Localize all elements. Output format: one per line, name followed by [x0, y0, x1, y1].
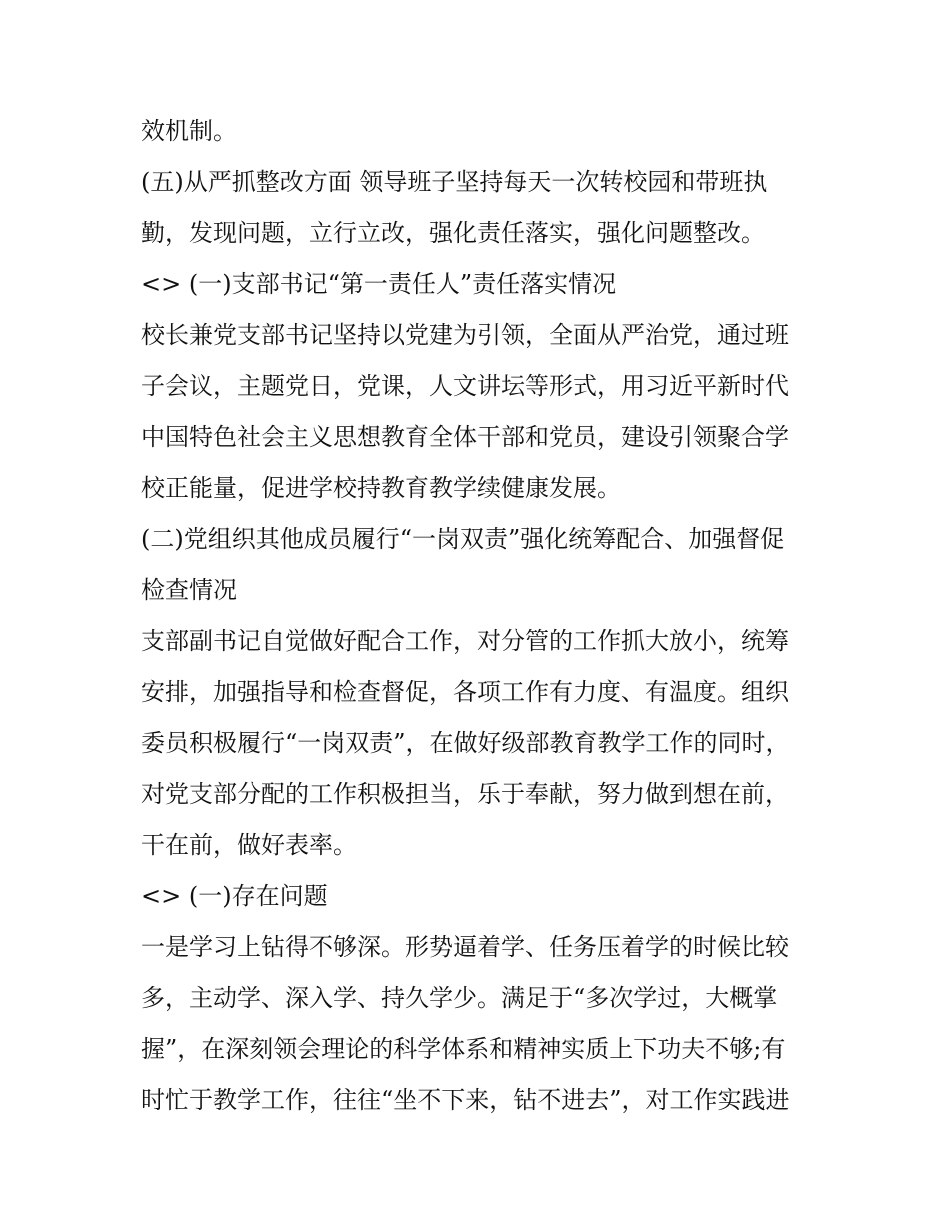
section-heading: <> (一)存在问题	[141, 882, 328, 910]
text-line: 校正能量，促进学校持教育教学续健康发展。	[141, 474, 621, 502]
section-heading: 检查情况	[141, 576, 237, 604]
text-line: 校长兼党支部书记坚持以党建为引领，全面从严治党，通过班	[141, 321, 789, 349]
section-heading: (二)党组织其他成员履行“一岗双责”强化统筹配合、加强督促	[141, 525, 785, 553]
text-line: 一是学习上钻得不够深。形势逼着学、任务压着学的时候比较	[141, 933, 789, 961]
text-line: 中国特色社会主义思想教育全体干部和党员，建设引领聚合学	[141, 423, 789, 451]
text-line: 安排，加强指导和检查督促，各项工作有力度、有温度。组织	[141, 678, 789, 706]
text-line: 握”，在深刻领会理论的科学体系和精神实质上下功夫不够;有	[141, 1035, 786, 1063]
text-line: 勤，发现问题，立行立改，强化责任落实，强化问题整改。	[141, 219, 765, 247]
text-line: 子会议，主题党日，党课，人文讲坛等形式，用习近平新时代	[141, 372, 789, 400]
text-line: 干在前，做好表率。	[141, 831, 357, 859]
text-line: 效机制。	[141, 117, 237, 145]
text-line: 多，主动学、深入学、持久学少。满足于“多次学过，大概掌	[141, 984, 778, 1012]
text-line: (五)从严抓整改方面 领导班子坚持每天一次转校园和带班执	[141, 168, 768, 196]
document-body	[141, 106, 821, 1126]
text-line: 委员积极履行“一岗双责”，在做好级部教育教学工作的同时，	[141, 729, 790, 757]
text-line: 时忙于教学工作，往往“坐不下来，钻不进去”，对工作实践进	[141, 1086, 790, 1114]
section-heading: <> (一)支部书记“第一责任人”责任落实情况	[141, 270, 617, 298]
text-line: 支部副书记自觉做好配合工作，对分管的工作抓大放小，统筹	[141, 627, 789, 655]
text-line: 对党支部分配的工作积极担当，乐于奉献，努力做到想在前，	[141, 780, 789, 808]
